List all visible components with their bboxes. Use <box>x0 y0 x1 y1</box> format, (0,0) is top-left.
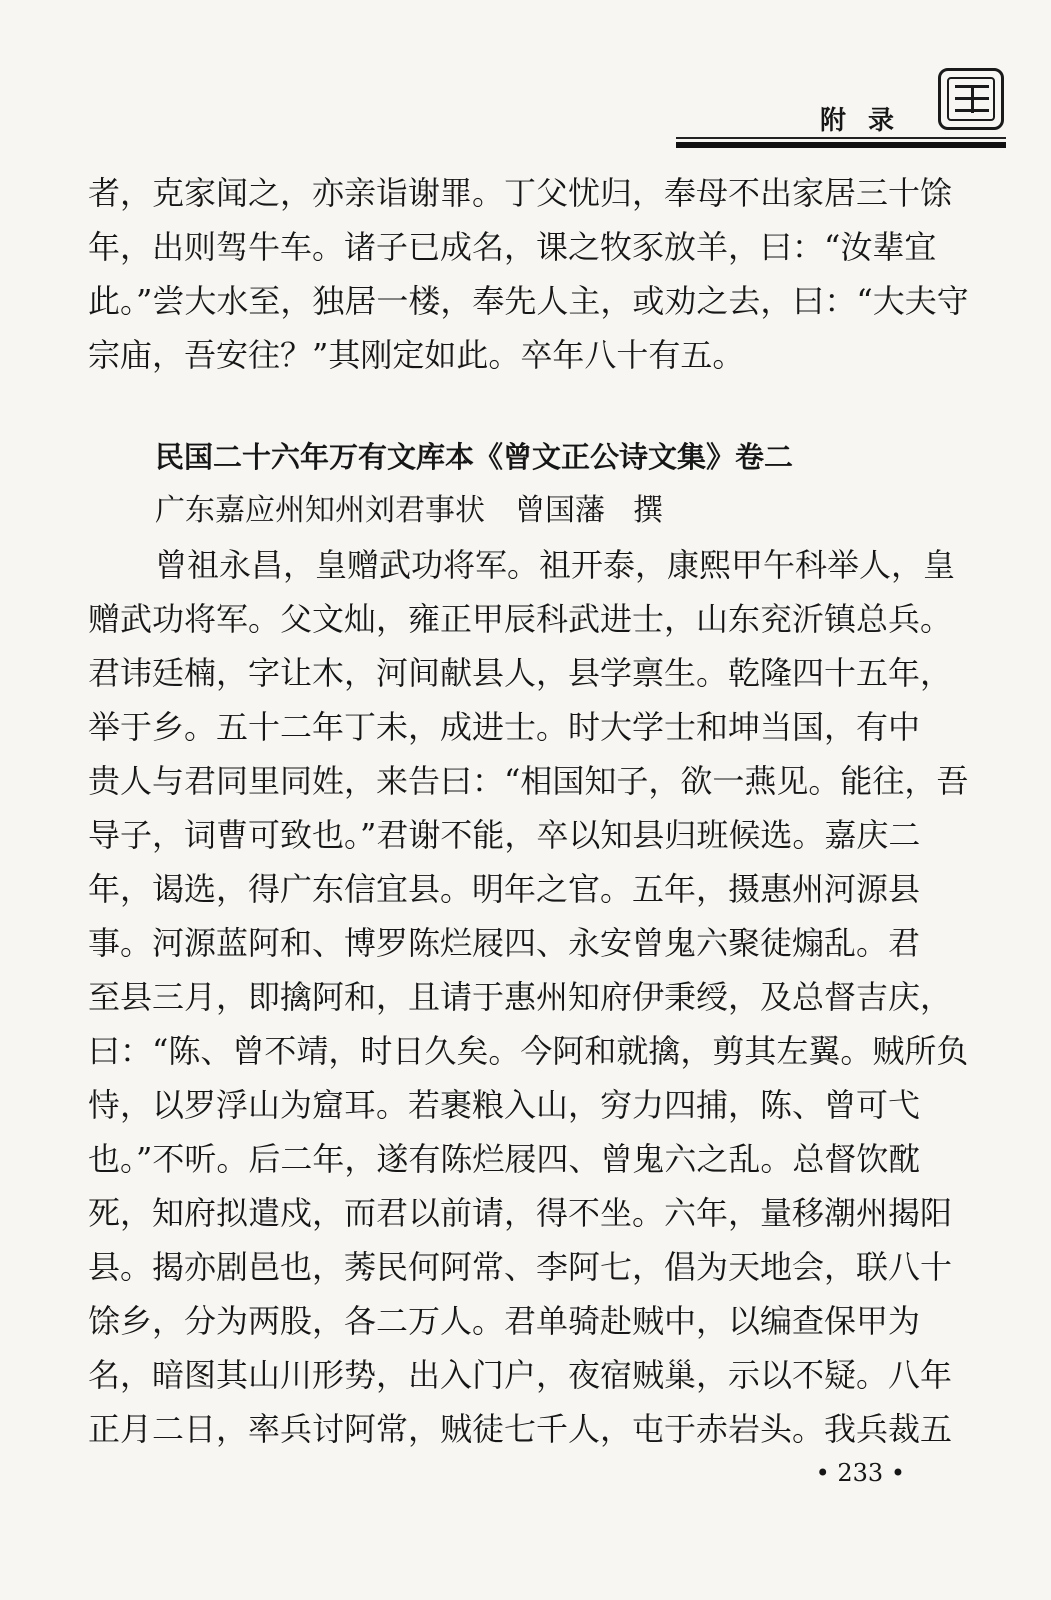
text-line: 者，克家闻之，亦亲诣谢罪。丁父忧归，奉母不出家居三十馀 <box>88 174 953 212</box>
paragraph-line: 曾祖永昌，皇赠武功将军。祖开泰，康熙甲午科举人，皇 <box>155 546 956 584</box>
paragraph-line: 赠武功将军。父文灿，雍正甲辰科武进士，山东兖沂镇总兵。 <box>88 600 953 638</box>
running-header: 附录 <box>820 106 917 136</box>
text-line: 此。”尝大水至，独居一楼，奉先人主，或劝之去，曰：“大夫守 <box>88 282 969 320</box>
page-number: • 233 • <box>815 1459 905 1487</box>
paragraph-line: 死，知府拟遣戍，而君以前请，得不坐。六年，量移潮州揭阳 <box>88 1194 953 1232</box>
paragraph-line: 年，谒选，得广东信宜县。明年之官。五年，摄惠州河源县 <box>88 870 921 908</box>
text-line: 宗庙，吾安往？”其刚定如此。卒年八十有五。 <box>88 336 745 374</box>
header-rule <box>676 137 1006 139</box>
paragraph-line: 馀乡，分为两股，各二万人。君单骑赴贼中，以编查保甲为 <box>88 1302 921 1340</box>
article-title-line <box>155 491 855 531</box>
header-rule-thick <box>676 142 1006 148</box>
paragraph-line: 曰：“陈、曾不靖，时日久矣。今阿和就擒，剪其左翼。贼所负 <box>88 1032 969 1070</box>
paragraph-line: 事。河源蓝阿和、博罗陈烂屐四、永安曾鬼六聚徒煽乱。君 <box>88 924 921 962</box>
article-title: 广东嘉应州知州刘君事状 <box>155 493 485 528</box>
paragraph-line: 导子，词曹可致也。”君谢不能，卒以知县归班候选。嘉庆二 <box>88 816 921 854</box>
paragraph-line: 君讳廷楠，字让木，河间献县人，县学禀生。乾隆四十五年， <box>88 654 953 692</box>
paragraph-line: 名，暗图其山川形势，出入门户，夜宿贼巢，示以不疑。八年 <box>88 1356 953 1394</box>
text-line: 年，出则驾牛车。诸子已成名，课之牧豕放羊，曰：“汝辈宜 <box>88 228 937 266</box>
paragraph-line: 举于乡。五十二年丁未，成进士。时大学士和坤当国，有中 <box>88 708 921 746</box>
paragraph-line: 也。”不听。后二年，遂有陈烂屐四、曾鬼六之乱。总督饮酖 <box>88 1140 921 1178</box>
paragraph-line: 县。揭亦剧邑也，莠民何阿常、李阿七，倡为天地会，联八十 <box>88 1248 953 1286</box>
paragraph-line: 恃，以罗浮山为窟耳。若裹粮入山，穷力四捕，陈、曾可弋 <box>88 1086 921 1124</box>
paragraph-line: 至县三月，即擒阿和，且请于惠州知府伊秉绶，及总督吉庆， <box>88 978 953 1016</box>
paragraph-line: 正月二日，率兵讨阿常，贼徒七千人，屯于赤岩头。我兵裁五 <box>88 1410 953 1448</box>
seal-stamp-icon <box>938 68 1004 130</box>
author-verb: 撰 <box>633 493 663 528</box>
author-name: 曾国藩 <box>515 493 605 528</box>
source-title: 民国二十六年万有文库本《曾文正公诗文集》卷二 <box>155 440 794 474</box>
paragraph-line: 贵人与君同里同姓，来告曰：“相国知子，欲一燕见。能往，吾 <box>88 762 969 800</box>
